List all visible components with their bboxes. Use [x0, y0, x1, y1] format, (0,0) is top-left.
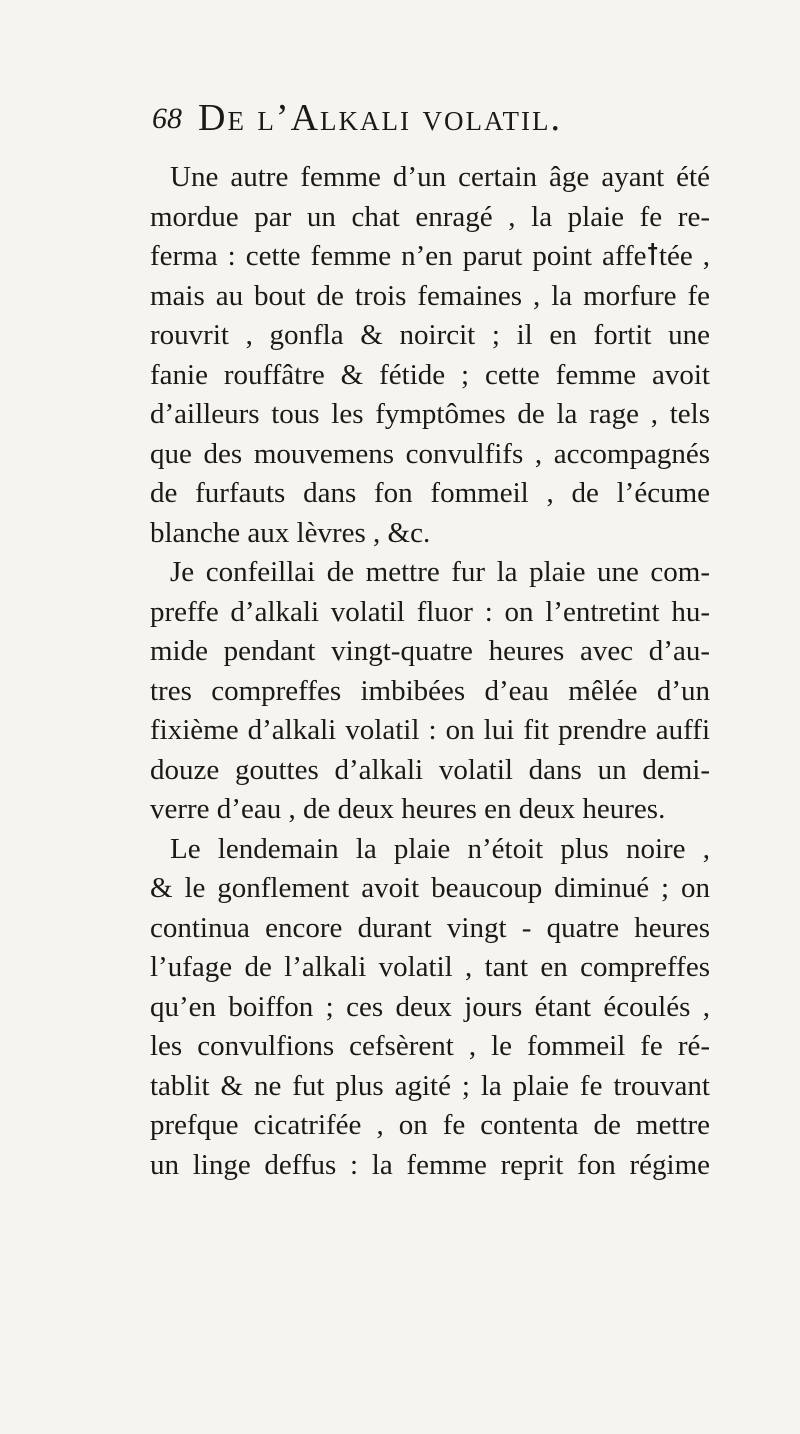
text-line: ferma : cette femme n’en parut point affeꝉtée , — [150, 240, 710, 272]
text-line: tres compreffes imbibées d’eau mêlée d’un — [150, 674, 710, 707]
text-line: un linge deffus : la femme reprit fon régime — [150, 1148, 710, 1181]
body-text — [150, 158, 710, 1185]
text-line: mais au bout de trois femaines , la morfure fe — [150, 279, 710, 312]
text-line: fanie rouffâtre & fétide ; cette femme avoit — [150, 358, 710, 391]
text-line: prefque cicatrifée , on fe contenta de mettre — [150, 1109, 710, 1141]
text-line: les convulfions cefsèrent , le fommeil fe ré- — [150, 1030, 710, 1062]
text-line: rouvrit , gonfla & noircit ; il en fortit une — [150, 319, 710, 351]
text-line: que des mouvemens convulfifs , accompagnés — [150, 437, 710, 470]
text-line: de furfauts dans fon fommeil , de l’écume — [150, 477, 710, 509]
text-line: fixième d’alkali volatil : on lui fit prendre auffi — [150, 714, 710, 746]
running-head — [152, 96, 752, 146]
text-line: douze gouttes d’alkali volatil dans un demi- — [150, 753, 710, 786]
text-line: & le gonflement avoit beaucoup diminué ; on — [150, 872, 710, 904]
paragraph-2 — [150, 553, 710, 830]
text-line: verre d’eau , de deux heures en deux heures. — [150, 793, 666, 825]
paragraph-3 — [150, 830, 710, 1186]
running-title: De l’Alkali volatil. — [198, 97, 562, 139]
text-line: preffe d’alkali volatil fluor : on l’entretint hu- — [150, 595, 710, 628]
page-number: 68 — [152, 102, 182, 135]
text-line: blanche aux lèvres , &c. — [150, 516, 431, 549]
text-line: mordue par un chat enragé , la plaie fe re- — [150, 200, 710, 233]
text-line: Je confeillai de mettre fur la plaie une com- — [170, 556, 710, 588]
text-line: qu’en boiffon ; ces deux jours étant écoulés , — [150, 990, 710, 1023]
text-line: l’ufage de l’alkali volatil , tant en compreffes — [150, 951, 710, 983]
paragraph-1 — [150, 158, 710, 553]
text-line: mide pendant vingt-quatre heures avec d’au- — [150, 635, 710, 667]
text-line: Le lendemain la plaie n’étoit plus noire , — [170, 832, 710, 865]
text-line: d’ailleurs tous les fymptômes de la rage , tels — [150, 398, 710, 430]
text-line: tablit & ne fut plus agité ; la plaie fe trouvant — [150, 1069, 710, 1102]
text-line: Une autre femme d’un certain âge ayant été — [170, 161, 710, 193]
text-line: continua encore durant vingt - quatre heures — [150, 911, 710, 944]
